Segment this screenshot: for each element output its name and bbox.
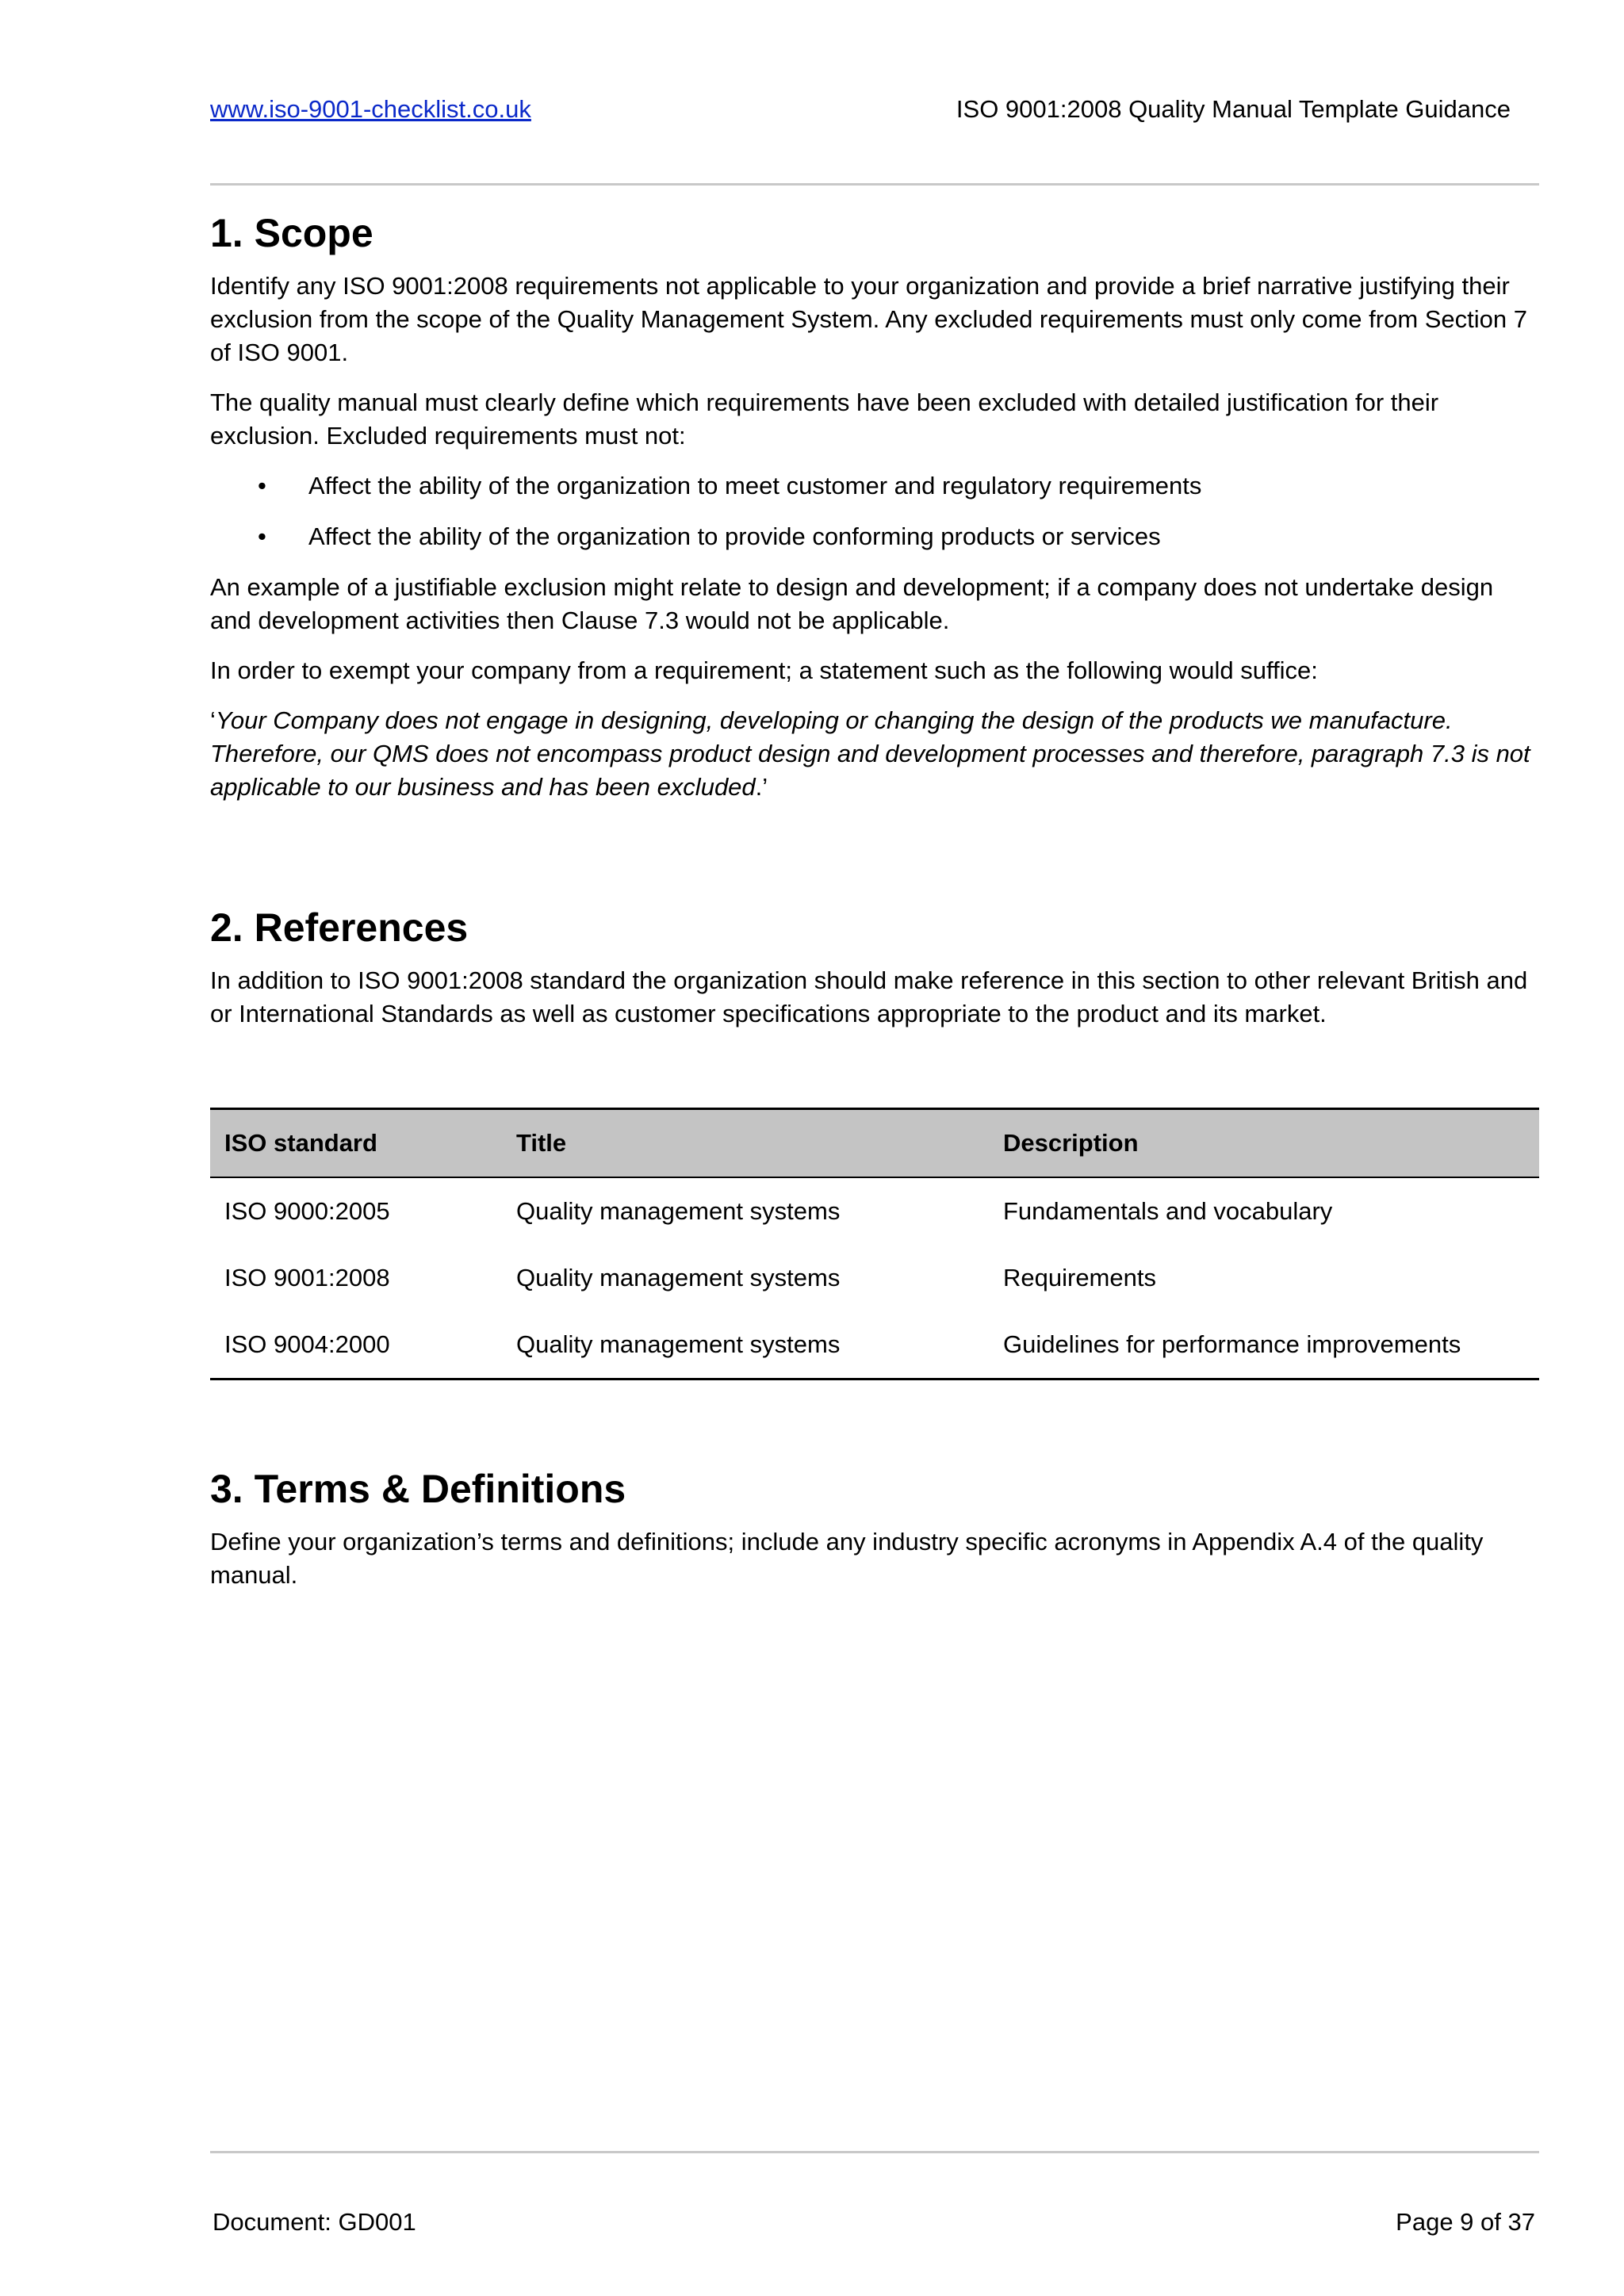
table-cell: Requirements	[1003, 1264, 1156, 1292]
bullet-icon: •	[258, 522, 266, 550]
spacer	[210, 821, 1539, 902]
references-table	[210, 1108, 1539, 1380]
section-heading-scope: 1. Scope	[210, 211, 373, 255]
spacer	[210, 1380, 1539, 1464]
table-cell: Quality management systems	[516, 1197, 841, 1225]
table-header-row	[210, 1109, 1539, 1178]
footer-divider	[210, 2151, 1539, 2153]
section-references	[210, 902, 1539, 1380]
bullet-icon: •	[258, 472, 266, 499]
header-divider	[210, 183, 1539, 186]
spacer	[210, 1047, 1539, 1108]
header-title: ISO 9001:2008 Quality Manual Template Guidance	[956, 95, 1511, 123]
section-heading-terms: 3. Terms & Definitions	[210, 1467, 626, 1511]
list-item	[210, 469, 1539, 503]
exclusion-statement-quote	[210, 704, 1539, 804]
column-header-iso-standard: ISO standard	[224, 1129, 377, 1157]
website-link[interactable]: www.iso-9001-checklist.co.uk	[210, 95, 531, 123]
table-row	[210, 1245, 1539, 1311]
scope-paragraph-2: The quality manual must clearly define which requirements have been excluded with detailed justification for their exclusion. Excluded requirements must not:	[210, 388, 1439, 450]
table-cell: ISO 9000:2005	[224, 1197, 390, 1225]
page-number: Page 9 of 37	[1396, 2208, 1535, 2236]
section-terms-definitions	[210, 1464, 1539, 1592]
list-item	[210, 520, 1539, 553]
section-heading-references: 2. References	[210, 905, 469, 950]
column-header-title: Title	[516, 1129, 567, 1157]
quote-close-mark: .’	[755, 773, 768, 801]
scope-paragraph-1: Identify any ISO 9001:2008 requirements not applicable to your organization and provide a brief narrative justifying their exclusion from the scope of the Quality Management System. Any excluded requirements must only come from Section 7 of ISO 9001.	[210, 272, 1528, 366]
table-row	[210, 1311, 1539, 1380]
list-item-text: Affect the ability of the organization to provide conforming products or services	[308, 522, 1161, 550]
table-cell: Quality management systems	[516, 1264, 841, 1292]
section-scope	[210, 208, 1539, 804]
table-cell: Fundamentals and vocabulary	[1003, 1197, 1333, 1225]
references-paragraph: In addition to ISO 9001:2008 standard the organization should make reference in this section to other relevant British and or International Standards as well as customer specifications appropriate to the product and its market.	[210, 966, 1528, 1027]
terms-paragraph: Define your organization’s terms and definitions; include any industry specific acronyms in Appendix A.4 of the quality manual.	[210, 1528, 1484, 1589]
quote-text: Your Company does not engage in designing, developing or changing the design of the products we manufacture. Therefore, our QMS does not encompass product design and development processes and therefore, paragraph 7.3 is not applicable to our business and has been excluded	[210, 706, 1530, 801]
document-id: Document: GD001	[213, 2208, 416, 2236]
column-header-description: Description	[1003, 1129, 1139, 1157]
exclusion-criteria-list	[210, 469, 1539, 553]
table-cell: Quality management systems	[516, 1330, 841, 1358]
quote-open-mark: ‘	[210, 706, 216, 734]
page-footer	[213, 2206, 1535, 2238]
scope-paragraph-4: In order to exempt your company from a requirement; a statement such as the following would suffice:	[210, 656, 1318, 684]
scope-paragraph-3: An example of a justifiable exclusion might relate to design and development; if a company does not undertake design and development activities then Clause 7.3 would not be applicable.	[210, 573, 1494, 634]
table-row	[210, 1177, 1539, 1245]
page-header	[210, 94, 1511, 125]
table-cell: Guidelines for performance improvements	[1003, 1330, 1461, 1358]
list-item-text: Affect the ability of the organization to meet customer and regulatory requirements	[308, 472, 1202, 499]
table-cell: ISO 9004:2000	[224, 1330, 390, 1358]
page-content	[210, 208, 1539, 1609]
table-cell: ISO 9001:2008	[224, 1264, 390, 1292]
